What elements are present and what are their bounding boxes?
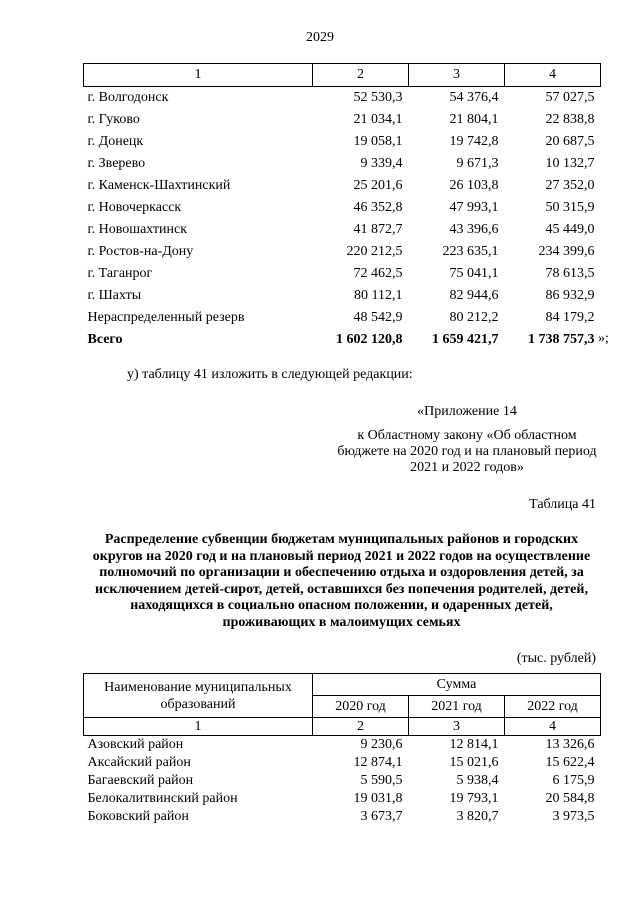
value-2020: 9 339,4 bbox=[360, 156, 403, 171]
column-number-row bbox=[84, 718, 601, 736]
column-number: 4 bbox=[505, 718, 601, 736]
table-row bbox=[84, 285, 601, 307]
municipality-name: г. Зверево bbox=[87, 156, 146, 171]
value-2020: 80 112,1 bbox=[354, 288, 403, 303]
value-2022: 20 584,8 bbox=[545, 791, 595, 806]
value-2021: 12 814,1 bbox=[449, 737, 499, 752]
table-row bbox=[84, 131, 601, 153]
value-2022: 13 326,6 bbox=[545, 737, 595, 752]
value-2021: 47 993,1 bbox=[449, 200, 499, 215]
value-2022: 84 179,2 bbox=[545, 310, 595, 325]
municipality-name: г. Шахты bbox=[87, 288, 142, 303]
municipality-name: г. Новошахтинск bbox=[87, 222, 188, 237]
value-2020: 25 201,6 bbox=[353, 178, 403, 193]
value-2022: 27 352,0 bbox=[545, 178, 595, 193]
column-number: 3 bbox=[409, 718, 505, 736]
value-2021: 21 804,1 bbox=[449, 112, 499, 127]
total-2022: 1 738 757,3 bbox=[528, 332, 595, 347]
value-2021: 9 671,3 bbox=[456, 156, 499, 171]
value-2022: 15 622,4 bbox=[545, 755, 595, 770]
year-header: 2020 год bbox=[313, 696, 409, 718]
table-row bbox=[84, 219, 601, 241]
value-2020: 5 590,5 bbox=[360, 773, 403, 788]
value-2020: 48 542,9 bbox=[353, 310, 403, 325]
bottom-table bbox=[83, 673, 601, 826]
value-2020: 19 058,1 bbox=[353, 134, 403, 149]
value-2021: 82 944,6 bbox=[449, 288, 499, 303]
total-2020: 1 602 120,8 bbox=[336, 332, 403, 347]
column-number: 1 bbox=[84, 64, 313, 87]
closing-quote: »; bbox=[598, 331, 609, 346]
value-2020: 9 230,6 bbox=[360, 737, 403, 752]
municipality-name: г. Донецк bbox=[87, 134, 144, 149]
page-number: 2029 bbox=[306, 30, 334, 45]
value-2020: 41 872,7 bbox=[353, 222, 403, 237]
column-number: 1 bbox=[84, 718, 313, 736]
value-2021: 223 635,1 bbox=[442, 244, 499, 259]
annex-title: «Приложение 14 bbox=[417, 404, 517, 419]
value-2021: 19 793,1 bbox=[449, 791, 499, 806]
value-2022: 86 932,9 bbox=[545, 288, 595, 303]
municipality-name: Аксайский район bbox=[87, 755, 191, 770]
table-row bbox=[84, 197, 601, 219]
column-number: 4 bbox=[505, 64, 601, 87]
municipality-name: Белокалитвинский район bbox=[87, 791, 238, 806]
name-column-header: Наименование муниципальных образований bbox=[84, 674, 313, 718]
municipality-name: Боковский район bbox=[87, 809, 189, 824]
municipality-name: г. Ростов-на-Дону bbox=[87, 244, 194, 259]
value-2020: 3 673,7 bbox=[360, 809, 403, 824]
table-row bbox=[84, 175, 601, 197]
table-row bbox=[84, 772, 601, 790]
table-row bbox=[84, 808, 601, 826]
table-row bbox=[84, 241, 601, 263]
table-row bbox=[84, 87, 601, 110]
value-2020: 12 874,1 bbox=[353, 755, 403, 770]
value-2021: 19 742,8 bbox=[449, 134, 499, 149]
municipality-name: г. Каменск-Шахтинский bbox=[87, 178, 231, 193]
table-row bbox=[84, 790, 601, 808]
municipality-name: г. Гуково bbox=[87, 112, 140, 127]
value-2021: 15 021,6 bbox=[449, 755, 499, 770]
header-row bbox=[84, 674, 601, 696]
year-header: 2021 год bbox=[409, 696, 505, 718]
value-2020: 21 034,1 bbox=[353, 112, 403, 127]
value-2021: 80 212,2 bbox=[449, 310, 499, 325]
top-table bbox=[83, 63, 601, 351]
year-header: 2022 год bbox=[505, 696, 601, 718]
value-2022: 6 175,9 bbox=[552, 773, 595, 788]
value-2021: 5 938,4 bbox=[456, 773, 499, 788]
table-row bbox=[84, 736, 601, 755]
value-2020: 46 352,8 bbox=[353, 200, 403, 215]
value-2022: 20 687,5 bbox=[545, 134, 595, 149]
table-row bbox=[84, 109, 601, 131]
value-2021: 75 041,1 bbox=[449, 266, 499, 281]
municipality-name: г. Волгодонск bbox=[87, 90, 169, 105]
municipality-name: Нераспределенный резерв bbox=[87, 310, 245, 325]
value-2020: 52 530,3 bbox=[353, 90, 403, 105]
value-2022: 50 315,9 bbox=[545, 200, 595, 215]
column-number: 2 bbox=[313, 64, 409, 87]
units-note: (тыс. рублей) bbox=[516, 651, 596, 666]
value-2022: 234 399,6 bbox=[538, 244, 595, 259]
value-2021: 26 103,8 bbox=[449, 178, 499, 193]
value-2021: 43 396,6 bbox=[449, 222, 499, 237]
value-2020: 19 031,8 bbox=[353, 791, 403, 806]
table-row bbox=[84, 263, 601, 285]
table-row bbox=[84, 153, 601, 175]
value-2022: 22 838,8 bbox=[545, 112, 595, 127]
municipality-name: Азовский район bbox=[87, 737, 184, 752]
column-number-row bbox=[84, 64, 601, 87]
total-2021: 1 659 421,7 bbox=[432, 332, 499, 347]
municipality-name: г. Таганрог bbox=[87, 266, 153, 281]
value-2022: 45 449,0 bbox=[545, 222, 595, 237]
municipality-name: Багаевский район bbox=[87, 773, 194, 788]
value-2020: 220 212,5 bbox=[346, 244, 403, 259]
table-row bbox=[84, 754, 601, 772]
table-row bbox=[84, 307, 601, 329]
value-2021: 3 820,7 bbox=[456, 809, 499, 824]
sum-column-header: Сумма bbox=[313, 674, 601, 696]
column-number: 3 bbox=[409, 64, 505, 87]
total-label: Всего bbox=[87, 332, 123, 347]
table-heading: Распределение субвенции бюджетам муниципальных районов и городских округов на 2020 год и на плановый период 2021 и 2022 годов на осуществление полномочий по организации и обеспечению отдыха и оздоровления детей, за исключением детей-сирот, детей, оставшихся без попечения родителей, детей, находящихся в социально опасном положении, и одаренных детей, проживающих в малоимущих семьях bbox=[92, 532, 591, 630]
value-2022: 3 973,5 bbox=[552, 809, 595, 824]
municipality-name: г. Новочеркасск bbox=[87, 200, 182, 215]
table-label: Таблица 41 bbox=[529, 497, 596, 512]
annex-body: к Областному закону «Об областном бюджете на 2020 год и на плановый период 2021 и 2022 годов» bbox=[337, 428, 597, 475]
value-2021: 54 376,4 bbox=[449, 90, 499, 105]
value-2022: 57 027,5 bbox=[545, 90, 595, 105]
column-number: 2 bbox=[313, 718, 409, 736]
value-2020: 72 462,5 bbox=[353, 266, 403, 281]
value-2022: 10 132,7 bbox=[545, 156, 595, 171]
instruction-text: у) таблицу 41 изложить в следующей редакции: bbox=[127, 367, 413, 382]
total-row bbox=[84, 329, 601, 351]
value-2022: 78 613,5 bbox=[545, 266, 595, 281]
